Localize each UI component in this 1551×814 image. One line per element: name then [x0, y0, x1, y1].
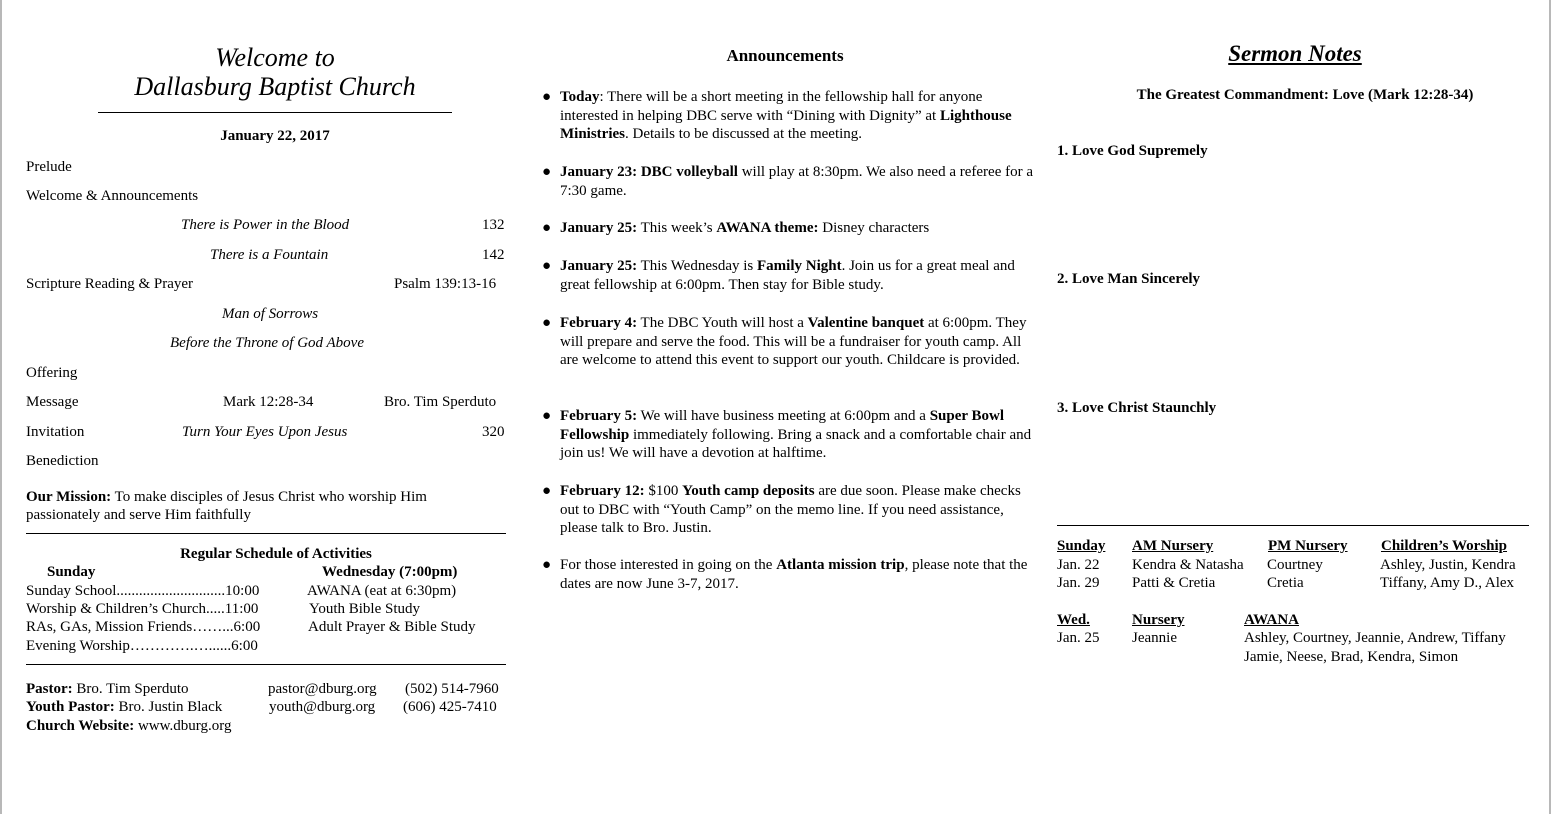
wed-date: Jan. 25	[1057, 630, 1100, 646]
welcome-line-2: Dallasburg Baptist Church	[134, 72, 416, 101]
nursery-am: Kendra & Natasha	[1132, 557, 1244, 573]
mission-label: Our Mission:	[26, 489, 112, 505]
youth-pastor-name: Bro. Justin Black	[118, 699, 223, 715]
ann-bold: Super Bowl Fellowship	[560, 408, 1005, 443]
ann-bold: February 12:	[560, 483, 645, 499]
nursery-head-awana: AWANA	[1244, 612, 1300, 628]
page-left-edge	[0, 0, 2, 814]
nursery-head-pm: PM Nursery	[1268, 538, 1348, 554]
message-speaker: Bro. Tim Sperduto	[384, 394, 497, 410]
nursery-head-childrens: Children’s Worship	[1381, 538, 1508, 554]
ann-text: Disney characters	[818, 220, 930, 236]
ann-text: This week’s	[637, 220, 717, 236]
ann-text: immediately following. Bring a snack and a comfortable chair and join us! We will have a devotion at halftime.	[560, 426, 1032, 461]
bullet-icon: ●	[542, 89, 552, 105]
ann-text: . Join us for a great meal and great fellowship at 6:00pm. Then stay for Bible study.	[560, 258, 1015, 293]
announcement-item	[542, 407, 1036, 463]
youth-pastor-label: Youth Pastor:	[26, 699, 115, 715]
bullet-icon: ●	[542, 483, 552, 499]
ann-bold: AWANA theme:	[716, 220, 819, 236]
bullet-icon: ●	[542, 164, 552, 180]
bullet-icon: ●	[542, 315, 552, 331]
welcome-line-1: Welcome to	[215, 43, 335, 72]
announcements-title: Announcements	[726, 46, 844, 65]
ann-text: We will have business meeting at 6:00pm and a	[637, 408, 930, 424]
sunday-item: Worship & Children’s Church.....11:00	[26, 601, 259, 617]
wednesday-item: AWANA (eat at 6:30pm)	[307, 583, 457, 599]
nursery-head-sunday: Sunday	[1057, 538, 1106, 554]
sunday-item: Evening Worship………….…......6:00	[26, 638, 258, 654]
ann-text: . Details to be discussed at the meeting.	[625, 126, 863, 142]
sermon-point-1: 1. Love God Supremely	[1057, 143, 1208, 159]
youth-email[interactable]: youth@dburg.org	[269, 699, 376, 715]
nursery-date: Jan. 22	[1057, 557, 1100, 573]
ann-bold: Valentine banquet	[807, 315, 925, 331]
bullet-icon: ●	[542, 220, 552, 236]
nursery-am: Patti & Cretia	[1132, 575, 1216, 591]
schedule-title: Regular Schedule of Activities	[180, 546, 372, 562]
mission-text-1: To make disciples of Jesus Christ who worship Him	[114, 489, 427, 505]
ann-text: , please note that the dates are now June 3-7, 2017.	[560, 557, 1028, 592]
ann-bold: February 5:	[560, 408, 638, 424]
mission-line-1	[26, 488, 427, 506]
nursery-head-nursery: Nursery	[1132, 612, 1185, 628]
announcement-item	[542, 88, 1036, 144]
ann-text: This Wednesday is	[637, 258, 757, 274]
song-2: Before the Throne of God Above	[170, 335, 364, 351]
announcement-item	[542, 482, 1036, 538]
sermon-notes-title: Sermon Notes	[1228, 41, 1362, 66]
order-welcome: Welcome & Announcements	[26, 188, 199, 204]
website-url[interactable]: www.dburg.org	[137, 718, 232, 734]
announcement-item	[542, 556, 1036, 593]
song-1: Man of Sorrows	[222, 306, 319, 322]
nursery-childrens: Ashley, Justin, Kendra	[1380, 557, 1516, 573]
order-message: Message	[26, 394, 79, 410]
nursery-rule	[1057, 525, 1529, 526]
schedule-rule-bottom	[26, 664, 506, 665]
ann-text: $100	[644, 483, 683, 499]
nursery-head-am: AM Nursery	[1132, 538, 1214, 554]
ann-bold: January 25:	[560, 258, 638, 274]
invitation-song: Turn Your Eyes Upon Jesus	[182, 424, 348, 440]
youth-pastor-line	[26, 698, 222, 716]
youth-phone: (606) 425-7410	[403, 699, 497, 715]
nursery-date: Jan. 29	[1057, 575, 1100, 591]
heading-rule	[98, 112, 452, 113]
website-label: Church Website:	[26, 718, 135, 734]
pastor-name: Bro. Tim Sperduto	[76, 681, 189, 697]
ann-text: are due soon. Please make checks out to DBC with “Youth Camp” on the memo line. If you need assistance, please talk to Bro. Justin.	[560, 483, 1021, 536]
hymn-1-title: There is Power in the Blood	[181, 217, 350, 233]
ann-bold: January 23: DBC volleyball	[560, 164, 738, 180]
scripture-ref: Psalm 139:13-16	[394, 276, 497, 292]
ann-bold: Family Night	[757, 258, 842, 274]
order-scripture: Scripture Reading & Prayer	[26, 276, 194, 292]
announcement-item	[542, 219, 1036, 238]
message-ref: Mark 12:28-34	[223, 394, 314, 410]
hymn-2-title: There is a Fountain	[210, 247, 329, 263]
website-line	[26, 717, 231, 735]
announcement-item	[542, 257, 1036, 294]
order-invitation: Invitation	[26, 424, 85, 440]
nursery-pm: Cretia	[1267, 575, 1304, 591]
welcome-heading	[98, 43, 452, 101]
schedule-rule-top	[26, 533, 506, 534]
nursery-childrens: Tiffany, Amy D., Alex	[1380, 575, 1515, 591]
wed-nursery: Jeannie	[1132, 630, 1177, 646]
nursery-pm: Courtney	[1267, 557, 1323, 573]
announcement-item	[542, 163, 1036, 200]
sermon-subtitle: The Greatest Commandment: Love (Mark 12:28-34)	[1136, 87, 1474, 103]
ann-bold: Youth camp deposits	[682, 483, 815, 499]
bullet-icon: ●	[542, 258, 552, 274]
service-date: January 22, 2017	[220, 128, 330, 144]
schedule-sunday-head: Sunday	[47, 564, 96, 580]
pastor-email[interactable]: pastor@dburg.org	[268, 681, 377, 697]
schedule-wednesday-head: Wednesday (7:00pm)	[322, 564, 458, 580]
ann-bold: Lighthouse Ministries	[560, 107, 1012, 142]
sermon-point-3: 3. Love Christ Staunchly	[1057, 400, 1217, 416]
order-benediction: Benediction	[26, 453, 99, 469]
mission-text-2: passionately and serve Him faithfully	[26, 507, 251, 523]
order-prelude: Prelude	[26, 159, 72, 175]
bullet-icon: ●	[542, 557, 552, 573]
wed-awana-line-2: Jamie, Neese, Brad, Kendra, Simon	[1244, 649, 1459, 665]
ann-text: will play at 8:30pm. We also need a referee for a 7:30 game.	[560, 164, 1034, 199]
ann-bold: February 4:	[560, 315, 638, 331]
ann-text: : There will be a short meeting in the fellowship hall for anyone interested in helping DBC serve with “Dining with Dignity” at	[560, 89, 983, 124]
wednesday-item: Adult Prayer & Bible Study	[308, 619, 476, 635]
wed-awana-line-1: Ashley, Courtney, Jeannie, Andrew, Tiffany	[1244, 630, 1506, 646]
announcement-item	[542, 314, 1036, 370]
ann-text: The DBC Youth will host a	[637, 315, 808, 331]
pastor-label: Pastor:	[26, 681, 73, 697]
ann-bold: Atlanta mission trip	[776, 557, 905, 573]
sunday-item: Sunday School.............................10:00	[26, 583, 260, 599]
order-offering: Offering	[26, 365, 78, 381]
hymn-1-number: 132	[482, 217, 505, 233]
wednesday-item: Youth Bible Study	[309, 601, 421, 617]
nursery-head-wed: Wed.	[1057, 612, 1090, 628]
ann-text: For those interested in going on the	[560, 557, 777, 573]
ann-text: at 6:00pm. They will prepare and serve the food. This will be a fundraiser for youth camp. All are welcome to attend this event to support our youth. Childcare is provided.	[560, 315, 1027, 368]
ann-bold: January 25:	[560, 220, 638, 236]
ann-bold: Today	[560, 89, 600, 105]
pastor-phone: (502) 514-7960	[405, 681, 499, 697]
bullet-icon: ●	[542, 408, 552, 424]
sermon-point-2: 2. Love Man Sincerely	[1057, 271, 1201, 287]
pastor-line	[26, 680, 189, 698]
sunday-item: RAs, GAs, Mission Friends……...6:00	[26, 619, 261, 635]
hymn-2-number: 142	[482, 247, 505, 263]
invitation-number: 320	[482, 424, 505, 440]
